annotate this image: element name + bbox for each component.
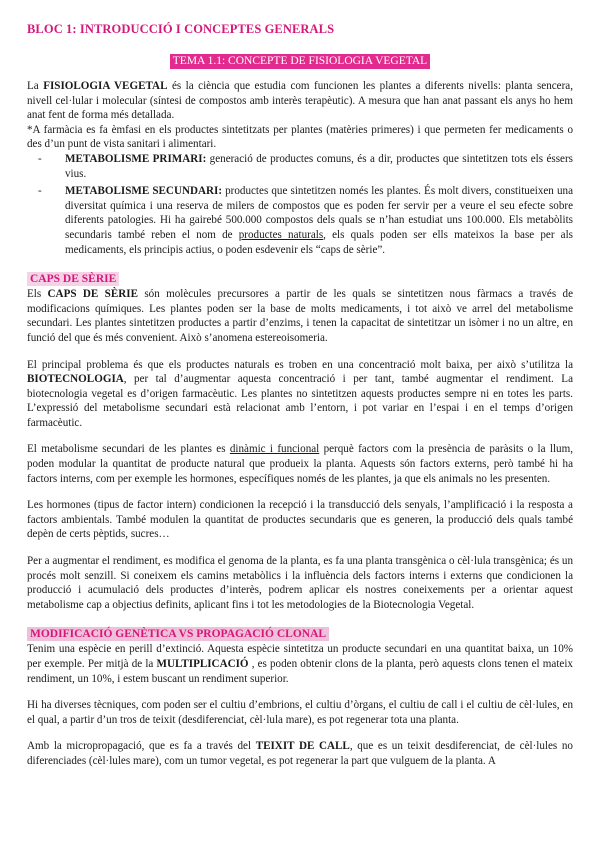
caps-de-serie-term: CAPS DE SÈRIE	[47, 288, 138, 301]
p-text: , es poden obtenir clons de la planta, però aquests clons tenen el mateix rendiment, un 10%, i estem buscant un rendiment superior.	[27, 658, 573, 685]
paragraph-hormones: Les hormones (tipus de factor intern) condicionen la recepció i la transducció dels senyals, l’amplificació i la resposta a factors ambientals. També modulen la quantitat de productes secundaris que es generen, la producció dels quals també depèn de certs pèptids, sucres…	[27, 499, 573, 541]
teixit-de-call-term: TEIXIT DE CALL	[255, 740, 350, 753]
paragraph-caps-de-serie	[27, 287, 573, 345]
secondary-text-2: , els quals poden ser ells mateixos la base per als medicaments, els principis actius, o poden esdevenir els “caps de sèrie”.	[65, 228, 573, 256]
subtitle-wrap	[27, 51, 573, 69]
p-text: Amb la micropropagació, que es fa a través del	[27, 740, 256, 753]
p-text: perquè factors com la presència de paràsits o la llum, poden modular la quantitat de producte natural que produeix la planta. Aquests són factors externs, però també hi ha factors interns, com per exemple les hormones, específiques només de les plantes, ja que els animals no les presenten.	[27, 443, 573, 485]
p-text: són molècules precursores a partir de les quals se sintetitzen nous fàrmacs a través de modificacions químiques. Les plantes poden ser la base de molts medicaments, i tot això ve arrel del metabolisme secundari. Les plantes sintetitzen productes a partir d’enzims, i tenen la capacitat de sintetitzar un isòmer i no un altre, en funció del que és més convenient. Això s’anomena estereoisomeria.	[27, 288, 573, 344]
section-heading-caps-de-serie: CAPS DE SÈRIE	[27, 272, 119, 286]
p-text: El principal problema és que els productes naturals es troben en una concentració molt baixa, per això s’utilitza la	[27, 358, 573, 371]
intro-term: FISIOLOGIA VEGETAL	[43, 80, 168, 92]
list-item-primary	[38, 152, 573, 181]
list-item-secondary	[38, 184, 573, 257]
paragraph-multiplicacio	[27, 642, 573, 686]
metabolism-list	[27, 152, 573, 257]
bullet-dash: -	[38, 185, 42, 198]
section-heading-modificacio: MODIFICACIÓ GENÈTICA VS PROPAGACIÓ CLONAL	[27, 627, 329, 641]
paragraph-biotecnologia	[27, 358, 573, 431]
document-page	[27, 22, 573, 769]
multiplicacio-term: MULTIPLICACIÓ	[156, 658, 249, 670]
biotecnologia-term: BIOTECNOLOGIA	[27, 373, 124, 386]
intro-text-a: La	[27, 80, 44, 92]
intro-paragraph	[27, 79, 573, 123]
topic-title: TEMA 1.1: CONCEPTE DE FISIOLOGIA VEGETAL	[170, 54, 430, 69]
p-text: Tenim una espècie en perill d’extinció. Aquesta espècie sintetitza un producte secundari en una quantitat baixa, un 10% per exemple. Per mitjà de la	[27, 643, 573, 670]
natural-products-underlined: productes naturals	[238, 228, 324, 241]
secondary-term: METABOLISME SECUNDARI:	[65, 185, 223, 198]
p-text: , que es un teixit desdiferenciat, de cèl·lules no diferenciades (cèl·lules mare), com un tumor vegetal, es pot regenerar la part que vulguem de la planta. A	[27, 740, 573, 767]
paragraph-tecniques: Hi ha diverses tècniques, com poden ser el cultiu d’embrions, el cultiu d’òrgans, el cultiu de call i el cultiu de cèl·lules, en el qual, a partir d’un tros de teixit (desdiferenciat, cèl·lula mare), es pot regenerar tota una planta.	[27, 699, 573, 726]
paragraph-micropropagacio	[27, 739, 573, 768]
paragraph-dinamic	[27, 442, 573, 486]
pharmacy-note: *A farmàcia es fa èmfasi en els productes sintetitzats per plantes (matèries primeres) i que permeten fer medicaments o des d’un punt de vista sanitari i alimentari.	[27, 123, 573, 151]
secondary-text-1: productes que sintetitzen només les plantes. És molt divers, constitueixen una diversitat química i una reserva de milers de compostos que es poden fer servir per a veure el seu efecte sobre diferents patologies. Hi ha gairebé 500.000 compostos dels quals se n’han estudiat uns 100.000. Els metabòlits secundaris també reben el nom de	[65, 185, 573, 241]
p-text: El metabolisme secundari de les plantes es	[27, 443, 230, 456]
paragraph-rendiment: Per a augmentar el rendiment, es modifica el genoma de la planta, es fa una planta transgènica o cèl·lula transgènica; és un procés molt senzill. Si coneixem els camins metabòlics i la influència dels factors interns i externs que condicionen la producció i acumulació dels productes d’interès, podrem aplicar els nostres coneixements per a orientar aquest metabolisme cap a objectius definits, aplicant fins i tot les metodologies de la Biotecnologia Vegetal.	[27, 555, 573, 611]
p-text: Els	[27, 288, 48, 301]
document-title: BLOC 1: INTRODUCCIÓ I CONCEPTES GENERALS	[27, 22, 335, 36]
intro-text-c: és la ciència que estudia com funcionen les plantes a diferents nivells: planta sencera, nivell cel·lular i molecular (síntesi de compostos amb interès terapèutic). A mesura que han anat passant els anys ho hem anat fent de forma més detallada.	[27, 80, 573, 122]
dinamic-funcional-underlined: dinàmic i funcional	[229, 443, 320, 456]
bullet-dash: -	[38, 152, 42, 165]
primary-term: METABOLISME PRIMARI:	[65, 152, 207, 165]
p-text: , per tal d’augmentar aquesta concentració i per tant, també augmentar el rendiment. La biotecnologia vegetal es d’origen farmacèutic. Les plantes no sintetitzen aquests productes sempre ni en totes les parts. L’expressió del metabolisme secundari està relacionat amb l’entorn, i pot variar en l’espai i en el temps d’origen farmacèutic.	[27, 373, 573, 429]
primary-text: generació de productes comuns, és a dir, productes que sintetitzen tots els éssers vius.	[65, 152, 573, 180]
